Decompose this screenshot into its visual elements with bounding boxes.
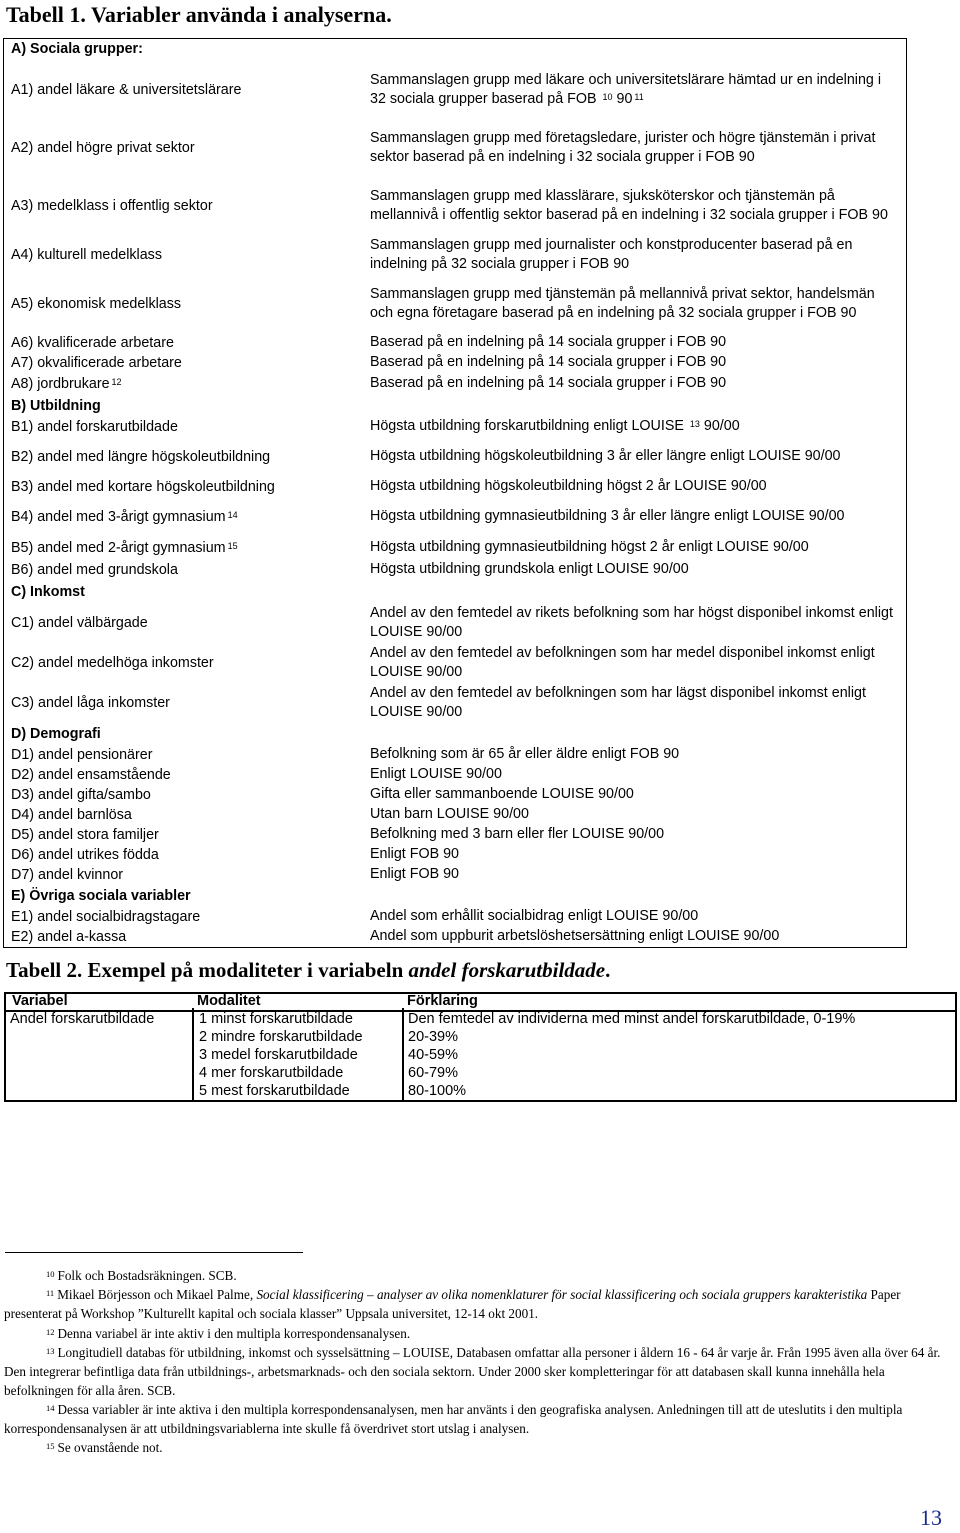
modalitet-cell: 5 mest forskarutbildade bbox=[199, 1083, 350, 1099]
table-row bbox=[4, 537, 906, 559]
variable-description bbox=[370, 765, 502, 785]
table1-title: Tabell 1. Variabler använda i analyserna. bbox=[6, 2, 392, 27]
table-row bbox=[4, 373, 906, 395]
table-row bbox=[4, 865, 906, 885]
variable-description-cell bbox=[362, 537, 906, 559]
table2 bbox=[4, 992, 957, 1102]
table-row bbox=[4, 61, 906, 119]
footnote bbox=[4, 1285, 944, 1323]
variable-description-cell bbox=[362, 765, 906, 785]
variable-description-cell bbox=[362, 353, 906, 373]
table-row bbox=[4, 497, 906, 537]
variable-description bbox=[370, 353, 726, 373]
variable-description bbox=[370, 927, 779, 947]
footnote-text: Denna variabel är inte aktiv i den multipla korrespondensanalysen. bbox=[57, 1326, 411, 1341]
variable-name-cell bbox=[4, 477, 362, 497]
variable-name: A2) andel högre privat sektor bbox=[11, 140, 195, 156]
variable-description-cell bbox=[362, 275, 906, 333]
header-variabel: Variabel bbox=[12, 993, 68, 1009]
description-tail: 90 bbox=[616, 91, 633, 107]
table-row bbox=[4, 907, 906, 927]
variable-name: D7) andel kvinnor bbox=[11, 867, 124, 883]
description-text: Andel av den femtedel av befolkningen som har medel disponibel inkomst enligt LOUISE 90/00 bbox=[370, 644, 875, 680]
variable-name-cell bbox=[4, 333, 362, 353]
variable-description bbox=[370, 447, 841, 467]
description-text: Sammanslagen grupp med klasslärare, sjuksköterskor och tjänstemän på mellannivå i offentlig sektor baserad på en indelning i 32 sociala grupper i FOB 90 bbox=[370, 187, 888, 223]
description-text: Enligt FOB 90 bbox=[370, 866, 459, 883]
variable-description bbox=[370, 507, 844, 527]
table2-title-italic: andel forskarutbildade bbox=[408, 958, 606, 982]
header-modalitet: Modalitet bbox=[197, 993, 261, 1009]
variable-name: B4) andel med 3-årigt gymnasium bbox=[11, 509, 226, 525]
variable-description bbox=[370, 845, 459, 865]
forklaring-cell: 60-79% bbox=[408, 1065, 458, 1081]
table-row bbox=[4, 235, 906, 275]
variable-description bbox=[370, 745, 679, 765]
section-label: A) Sociala grupper: bbox=[11, 41, 143, 57]
variable-description-cell bbox=[362, 683, 906, 723]
variable-description bbox=[370, 417, 740, 437]
description-text: Sammanslagen grupp med läkare och universitetslärare hämtad ur en indelning i 32 sociala grupper baserad på FOB bbox=[370, 71, 882, 107]
table-row bbox=[4, 275, 906, 333]
variable-name: D5) andel stora familjer bbox=[11, 827, 159, 843]
table-row bbox=[4, 353, 906, 373]
footnote-ref: 11 bbox=[634, 92, 644, 102]
section-heading bbox=[4, 395, 906, 417]
forklaring-cell: 20-39% bbox=[408, 1029, 458, 1045]
variable-name: D3) andel gifta/sambo bbox=[11, 787, 151, 803]
description-text: Högsta utbildning högskoleutbildning 3 år eller längre enligt LOUISE 90/00 bbox=[370, 448, 841, 465]
header-forklaring: Förklaring bbox=[407, 993, 478, 1009]
variable-description-cell bbox=[362, 119, 906, 177]
description-text: Högsta utbildning gymnasieutbildning högst 2 år enligt LOUISE 90/00 bbox=[370, 539, 809, 556]
modalitet-cell: 3 medel forskarutbildade bbox=[199, 1047, 358, 1063]
variable-description-cell bbox=[362, 235, 906, 275]
variable-description bbox=[370, 825, 664, 845]
variable-name-cell bbox=[4, 907, 362, 927]
table-row bbox=[4, 477, 906, 497]
variable-name-cell bbox=[4, 603, 362, 643]
table-row bbox=[4, 417, 906, 437]
description-text: Högsta utbildning grundskola enligt LOUISE 90/00 bbox=[370, 561, 689, 578]
footnote-ref: 13 bbox=[689, 419, 700, 430]
modalitet-cell: 1 minst forskarutbildade bbox=[199, 1011, 353, 1027]
variable-description bbox=[370, 785, 634, 805]
section-label: D) Demografi bbox=[11, 726, 101, 742]
variable-name: B5) andel med 2-årigt gymnasium bbox=[11, 540, 226, 556]
variable-name-cell bbox=[4, 825, 362, 845]
variable-name-cell bbox=[4, 745, 362, 765]
variable-name: A4) kulturell medelklass bbox=[11, 247, 162, 263]
description-text: Andel av den femtedel av befolkningen som har lägst disponibel inkomst enligt LOUISE 90/00 bbox=[370, 684, 866, 720]
variable-description bbox=[370, 285, 900, 324]
variable-name: A3) medelklass i offentlig sektor bbox=[11, 198, 213, 214]
section-heading bbox=[4, 723, 906, 745]
table-row bbox=[4, 177, 906, 235]
table-row bbox=[4, 603, 906, 643]
footnote-number: 14 bbox=[46, 1403, 55, 1413]
table2-header bbox=[6, 992, 955, 1012]
variable-name: E1) andel socialbidragstagare bbox=[11, 909, 201, 925]
footnote-ref: 15 bbox=[227, 541, 238, 551]
section-heading bbox=[4, 581, 906, 603]
section-label: E) Övriga sociala variabler bbox=[11, 888, 191, 904]
variable-name: D4) andel barnlösa bbox=[11, 807, 132, 823]
footnote-number: 11 bbox=[46, 1288, 55, 1298]
description-text: Gifta eller sammanboende LOUISE 90/00 bbox=[370, 786, 634, 803]
variable-description-cell bbox=[362, 61, 906, 119]
variable-description bbox=[370, 865, 459, 885]
description-text: Sammanslagen grupp med företagsledare, jurister och högre tjänstemän i privat sektor baserad på en indelning i 32 sociala grupper i FOB 90 bbox=[370, 129, 876, 165]
variable-description bbox=[370, 604, 900, 643]
table-row bbox=[4, 745, 906, 765]
variable-description-cell bbox=[362, 845, 906, 865]
variable-description bbox=[370, 907, 698, 927]
footnote-ref: 14 bbox=[227, 510, 238, 520]
description-text: Enligt FOB 90 bbox=[370, 846, 459, 863]
variable-description bbox=[370, 374, 726, 394]
variable-name: E2) andel a-kassa bbox=[11, 929, 127, 945]
footnote-number: 12 bbox=[46, 1327, 55, 1337]
variable-description bbox=[370, 560, 689, 580]
section-label: B) Utbildning bbox=[11, 398, 101, 414]
variable-name-cell bbox=[4, 537, 362, 559]
variable-description-cell bbox=[362, 417, 906, 437]
footnote-text: Dessa variabler är inte aktiva i den multipla korrespondensanalysen, men har använts i den geografiska analysen. Anledningen till att de uteslutits i den multipla korrespondensanalysen är att utbildningsvariablerna inte skulle få överdrivet stort utslag i analysen. bbox=[4, 1402, 903, 1436]
footnote-text: Folk och Bostadsräkningen. SCB. bbox=[57, 1268, 237, 1283]
variable-name-cell bbox=[4, 437, 362, 477]
variable-cell: Andel forskarutbildade bbox=[10, 1011, 155, 1027]
variable-name-cell bbox=[4, 497, 362, 537]
footnote bbox=[4, 1438, 944, 1457]
variable-name-cell bbox=[4, 353, 362, 373]
variable-name-cell bbox=[4, 805, 362, 825]
variable-description-cell bbox=[362, 333, 906, 353]
footnote-text: Se ovanstående not. bbox=[57, 1440, 163, 1455]
variable-description-cell bbox=[362, 497, 906, 537]
variable-name-cell bbox=[4, 845, 362, 865]
footnote bbox=[4, 1343, 944, 1400]
variable-name-cell bbox=[4, 373, 362, 395]
table2-title-suffix: . bbox=[605, 958, 611, 982]
table-row bbox=[4, 825, 906, 845]
variable-description bbox=[370, 71, 900, 110]
footnote-ref: 12 bbox=[111, 377, 122, 387]
variable-name: C2) andel medelhöga inkomster bbox=[11, 655, 214, 671]
variable-description-cell bbox=[362, 373, 906, 395]
footnote-text: Mikael Börjesson och Mikael Palme, bbox=[57, 1287, 257, 1302]
variable-description bbox=[370, 187, 900, 226]
variable-description-cell bbox=[362, 865, 906, 885]
variable-name-cell bbox=[4, 643, 362, 683]
variable-description bbox=[370, 477, 767, 497]
variable-description-cell bbox=[362, 437, 906, 477]
table-row bbox=[4, 845, 906, 865]
variable-description-cell bbox=[362, 559, 906, 581]
description-text: Andel som erhållit socialbidrag enligt LOUISE 90/00 bbox=[370, 908, 699, 925]
variable-name-cell bbox=[4, 865, 362, 885]
description-text: Sammanslagen grupp med journalister och konstproducenter baserad på en indelning på 32 sociala grupper i FOB 90 bbox=[370, 236, 853, 272]
variable-description bbox=[370, 333, 726, 353]
description-text: Befolkning som är 65 år eller äldre enligt FOB 90 bbox=[370, 746, 680, 763]
footnote bbox=[4, 1400, 944, 1438]
modalitet-cell: 2 mindre forskarutbildade bbox=[199, 1029, 363, 1045]
variable-name-cell bbox=[4, 235, 362, 275]
variable-name-cell bbox=[4, 927, 362, 947]
forklaring-cell: 40-59% bbox=[408, 1047, 458, 1063]
modalitet-cell: 4 mer forskarutbildade bbox=[199, 1065, 344, 1081]
variable-name: A7) okvalificerade arbetare bbox=[11, 355, 182, 371]
footnote-ref: 10 bbox=[602, 92, 613, 102]
variable-name: C3) andel låga inkomster bbox=[11, 695, 170, 711]
variable-description-cell bbox=[362, 643, 906, 683]
variable-name: A6) kvalificerade arbetare bbox=[11, 335, 174, 351]
variable-name: A5) ekonomisk medelklass bbox=[11, 296, 182, 312]
variable-description-cell bbox=[362, 177, 906, 235]
table1-body bbox=[4, 39, 906, 947]
variable-name-cell bbox=[4, 275, 362, 333]
page-number: 13 bbox=[920, 1505, 942, 1530]
table1 bbox=[3, 38, 907, 948]
footnote bbox=[4, 1266, 944, 1285]
table-row bbox=[4, 785, 906, 805]
variable-description-cell bbox=[362, 907, 906, 927]
variable-name: D1) andel pensionärer bbox=[11, 747, 153, 763]
description-text: Andel av den femtedel av rikets befolkning som har högst disponibel inkomst enligt LOUISE 90/00 bbox=[370, 604, 893, 640]
table-row bbox=[4, 437, 906, 477]
variable-name: D2) andel ensamstående bbox=[11, 767, 171, 783]
variable-name-cell bbox=[4, 119, 362, 177]
variable-name-cell bbox=[4, 177, 362, 235]
variable-description-cell bbox=[362, 825, 906, 845]
table-row bbox=[4, 559, 906, 581]
variable-description-cell bbox=[362, 745, 906, 765]
description-text: Högsta utbildning högskoleutbildning högst 2 år LOUISE 90/00 bbox=[370, 478, 767, 495]
description-text: Högsta utbildning forskarutbildning enligt LOUISE bbox=[370, 418, 684, 435]
variable-description bbox=[370, 538, 809, 558]
footnote bbox=[4, 1324, 944, 1343]
footnote-text: Paper presenterat på Workshop ”Kulturellt kapital och sociala klasser” Uppsala universitet, 12-14 okt 2001. bbox=[4, 1287, 901, 1321]
description-text: Andel som uppburit arbetslöshetsersättning enligt LOUISE 90/00 bbox=[370, 928, 780, 945]
variable-name: A8) jordbrukare bbox=[11, 376, 110, 392]
variable-name: C1) andel välbärgade bbox=[11, 615, 148, 631]
table-row bbox=[4, 683, 906, 723]
description-text: Sammanslagen grupp med tjänstemän på mellannivå privat sektor, handelsmän och egna företagare baserad på en indelning på 32 sociala grupper i FOB 90 bbox=[370, 285, 875, 321]
table-row bbox=[4, 643, 906, 683]
variable-description bbox=[370, 236, 900, 275]
variable-description bbox=[370, 684, 900, 723]
variable-name: B3) andel med kortare högskoleutbildning bbox=[11, 479, 275, 495]
description-tail: 90/00 bbox=[703, 418, 740, 435]
variable-description-cell bbox=[362, 927, 906, 947]
variable-description bbox=[370, 805, 529, 825]
variable-name-cell bbox=[4, 785, 362, 805]
variable-name: B2) andel med längre högskoleutbildning bbox=[11, 449, 271, 465]
table-row bbox=[4, 927, 906, 947]
description-text: Högsta utbildning gymnasieutbildning 3 år eller längre enligt LOUISE 90/00 bbox=[370, 508, 845, 525]
footnote-italic: Social klassificering – analyser av olika nomenklaturer för social klassificering och sociala gruppers karakteristika bbox=[256, 1287, 868, 1302]
variable-description bbox=[370, 129, 900, 168]
description-text: Enligt LOUISE 90/00 bbox=[370, 766, 502, 783]
variable-name: B6) andel med grundskola bbox=[11, 562, 178, 578]
column-divider bbox=[402, 1008, 404, 1100]
variable-name-cell bbox=[4, 683, 362, 723]
section-heading bbox=[4, 885, 906, 907]
section-label: C) Inkomst bbox=[11, 584, 85, 600]
variable-name-cell bbox=[4, 61, 362, 119]
table-row bbox=[4, 333, 906, 353]
variable-description bbox=[370, 644, 900, 683]
description-text: Baserad på en indelning på 14 sociala grupper i FOB 90 bbox=[370, 354, 727, 371]
forklaring-cell: Den femtedel av individerna med minst andel forskarutbildade, 0-19% bbox=[408, 1011, 856, 1027]
footnote-number: 15 bbox=[46, 1441, 55, 1451]
variable-description-cell bbox=[362, 477, 906, 497]
variable-name: D6) andel utrikes födda bbox=[11, 847, 159, 863]
variable-name: B1) andel forskarutbildade bbox=[11, 419, 178, 435]
variable-name: A1) andel läkare & universitetslärare bbox=[11, 82, 242, 98]
footnote-number: 13 bbox=[46, 1346, 55, 1356]
footnote-number: 10 bbox=[46, 1269, 55, 1279]
table-row bbox=[4, 805, 906, 825]
description-text: Utan barn LOUISE 90/00 bbox=[370, 806, 529, 823]
table-row bbox=[4, 765, 906, 785]
variable-name-cell bbox=[4, 417, 362, 437]
table-row bbox=[4, 119, 906, 177]
variable-name-cell bbox=[4, 765, 362, 785]
variable-description-cell bbox=[362, 603, 906, 643]
variable-description-cell bbox=[362, 785, 906, 805]
table2-title-prefix: Tabell 2. Exempel på modaliteter i variabeln bbox=[6, 958, 409, 982]
forklaring-cell: 80-100% bbox=[408, 1083, 467, 1099]
description-text: Befolkning med 3 barn eller fler LOUISE 90/00 bbox=[370, 826, 665, 843]
table2-title bbox=[6, 957, 610, 983]
variable-description-cell bbox=[362, 805, 906, 825]
description-text: Baserad på en indelning på 14 sociala grupper i FOB 90 bbox=[370, 375, 727, 392]
description-text: Baserad på en indelning på 14 sociala grupper i FOB 90 bbox=[370, 334, 727, 351]
footnote-text: Longitudiell databas för utbildning, inkomst och sysselsättning – LOUISE, Databasen omfattar alla personer i åldern 16 - 64 år varje år. Från 1995 även alla över 64 år. Den integrerar befintliga data från utbildnings-, arbetsmarknads- och den sociala sektorn. Under 2000 sker kompletteringar för att databasen skall kunna innehålla hela befolkningen för alla åren. SCB. bbox=[4, 1345, 941, 1398]
column-divider bbox=[192, 1008, 194, 1100]
footnote-separator bbox=[5, 1252, 303, 1253]
variable-name-cell bbox=[4, 559, 362, 581]
